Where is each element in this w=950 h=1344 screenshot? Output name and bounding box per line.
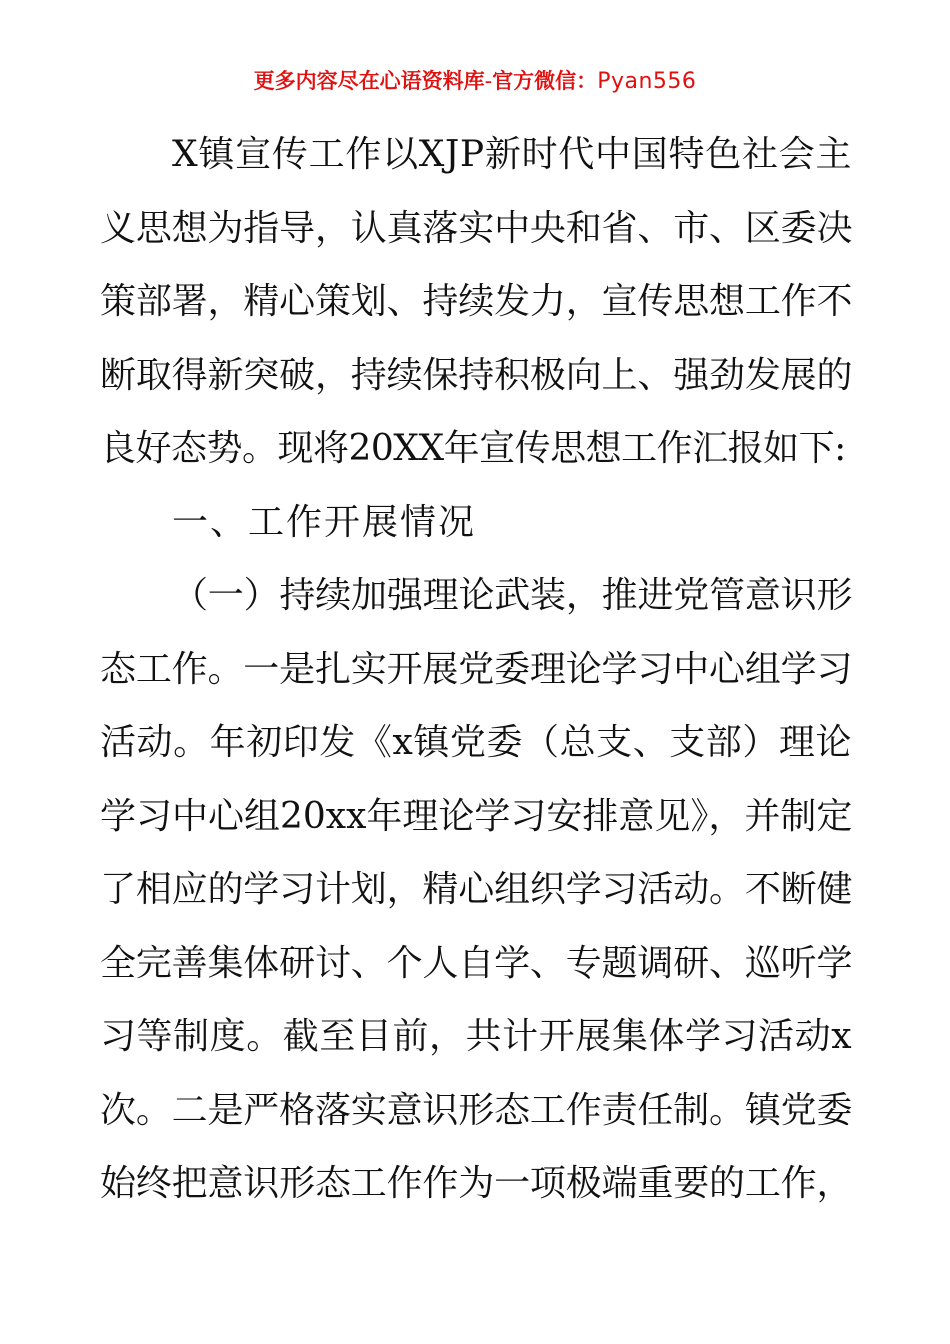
body-text-line: 了相应的学习计划，精心组织学习活动。不断健 <box>100 869 852 910</box>
body-text-line: 习等制度。截至目前，共计开展集体学习活动x <box>100 1016 852 1057</box>
body-text-line: 义思想为指导，认真落实中央和省、市、区委决 <box>100 207 852 249</box>
body-text-line: 断取得新突破，持续保持积极向上、强劲发展的 <box>100 354 852 396</box>
body-text-line: 全完善集体研讨、个人自学、专题调研、巡听学 <box>100 942 852 984</box>
body-text-line: 策部署，精心策划、持续发力，宣传思想工作不 <box>100 281 852 322</box>
body-text-line: 一、工作开展情况 <box>172 501 477 543</box>
header-separator: - <box>484 69 493 93</box>
header-wechat-label: 官方微信： <box>492 69 598 93</box>
header-wechat-id: Pyan556 <box>597 69 697 94</box>
body-text-line: 活动。年初印发《x镇党委（总支、支部）理论 <box>100 722 852 763</box>
watermark-header <box>0 66 950 97</box>
body-text-line: 态工作。一是扎实开展党委理论学习中心组学习 <box>100 648 852 690</box>
document-body <box>100 118 852 1221</box>
header-source-text: 更多内容尽在心语资料库 <box>253 69 485 93</box>
body-text-line: 次。二是严格落实意识形态工作责任制。镇党委 <box>100 1089 852 1131</box>
body-text-line: 始终把意识形态工作作为一项极端重要的工作， <box>100 1163 852 1204</box>
body-text-line: X镇宣传工作以XJP新时代中国特色社会主 <box>172 134 852 175</box>
body-text-line: 学习中心组20xx年理论学习安排意见》，并制定 <box>100 795 853 837</box>
body-text-line: （一）持续加强理论武装，推进党管意识形 <box>172 575 852 616</box>
body-text-line: 良好态势。现将20XX年宣传思想工作汇报如下: <box>100 428 846 469</box>
